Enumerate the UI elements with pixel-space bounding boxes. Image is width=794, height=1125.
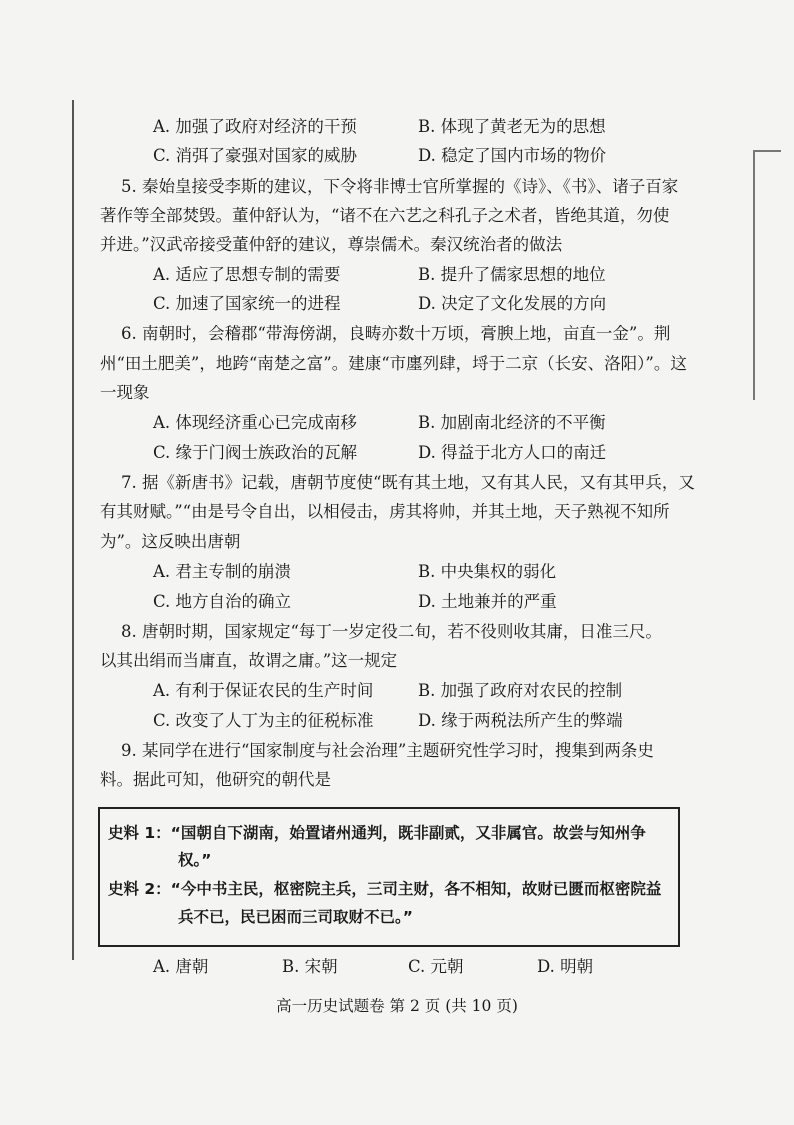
q5-stem-line-3: 并进。”汉武帝接受董仲舒的建议，尊崇儒术。秦汉统治者的做法: [100, 235, 563, 254]
q6-stem-line-3: 一现象: [100, 383, 150, 402]
q6-option-d: D. 得益于北方人口的南迁: [418, 443, 607, 462]
q9-stem-line-2: 料。据此可知，他研究的朝代是: [100, 770, 331, 789]
q7-option-d: D. 土地兼并的严重: [418, 592, 557, 611]
q5-option-c: C. 加速了国家统一的进程: [153, 294, 341, 313]
q4-option-b: B. 体现了黄老无为的思想: [418, 117, 606, 136]
q7-option-c: C. 地方自治的确立: [153, 592, 292, 611]
q5-option-d: D. 决定了文化发展的方向: [418, 294, 607, 313]
source-1-line-1: 史料 1：“国朝自下湖南，始置诸州通判，既非副贰，又非属官。故尝与知州争: [108, 824, 646, 842]
q4-option-d: D. 稳定了国内市场的物价: [418, 146, 607, 165]
q7-stem-line-1: 7. 据《新唐书》记载，唐朝节度使“既有其土地，又有其人民，又有其甲兵，又: [121, 473, 695, 492]
q4-option-a: A. 加强了政府对经济的干预: [153, 117, 357, 136]
q5-option-b: B. 提升了儒家思想的地位: [418, 265, 606, 284]
q4-option-c: C. 消弭了豪强对国家的威胁: [153, 146, 358, 165]
q7-stem-line-3: 为”。这反映出唐朝: [100, 532, 241, 551]
q9-stem-line-1: 9. 某同学在进行“国家制度与社会治理”主题研究性学习时，搜集到两条史: [121, 741, 654, 760]
source-2-line-2: 兵不已，民已困而三司取财不已。”: [178, 908, 413, 926]
q9-option-b: B. 宋朝: [282, 957, 338, 976]
scan-edge-right-tick: [753, 150, 781, 152]
q8-stem-line-1: 8. 唐朝时期，国家规定“每丁一岁定役二旬，若不役则收其庸，日准三尺。: [121, 622, 662, 641]
q8-stem-line-2: 以其出绢而当庸直，故谓之庸。”这一规定: [100, 651, 398, 670]
q7-option-a: A. 君主专制的崩溃: [153, 562, 291, 581]
q8-option-c: C. 改变了人丁为主的征税标准: [153, 711, 374, 730]
page-footer: 高一历史试题卷 第 2 页 (共 10 页): [276, 997, 518, 1015]
q6-stem-line-1: 6. 南朝时，会稽郡“带海傍湖，良畴亦数十万顷，膏腴上地，亩直一金”。荆: [121, 324, 671, 343]
source-2-line-1: 史料 2：“今中书主民，枢密院主兵，三司主财，各不相知，故财已匮而枢密院益: [108, 880, 662, 898]
q6-option-c: C. 缘于门阀士族政治的瓦解: [153, 443, 358, 462]
q7-stem-line-2: 有其财赋。”“由是号令自出，以相侵击，虏其将帅，并其土地，天子熟视不知所: [100, 502, 670, 521]
q5-stem-line-2: 著作等全部焚毁。董仲舒认为，“诸不在六艺之科孔子之术者，皆绝其道，勿使: [100, 206, 670, 225]
q9-option-d: D. 明朝: [537, 957, 594, 976]
q8-option-a: A. 有利于保证农民的生产时间: [153, 681, 374, 700]
q7-option-b: B. 中央集权的弱化: [418, 562, 557, 581]
q6-option-b: B. 加剧南北经济的不平衡: [418, 413, 606, 432]
scan-edge-right: [753, 150, 755, 400]
q6-stem-line-2: 州“田土肥美”，地跨“南楚之富”。建康“市廛列肆，埒于二京（长安、洛阳）”。这: [100, 354, 687, 373]
q8-option-b: B. 加强了政府对农民的控制: [418, 681, 623, 700]
q8-option-d: D. 缘于两税法所产生的弊端: [418, 711, 623, 730]
scan-edge-left: [72, 100, 74, 960]
q9-option-a: A. 唐朝: [153, 957, 209, 976]
source-1-line-2: 权。”: [178, 851, 212, 869]
q5-stem-line-1: 5. 秦始皇接受李斯的建议，下令将非博士官所掌握的《诗》、《书》、诸子百家: [121, 177, 679, 196]
q6-option-a: A. 体现经济重心已完成南移: [153, 413, 357, 432]
q9-option-c: C. 元朝: [408, 957, 464, 976]
q5-option-a: A. 适应了思想专制的需要: [153, 265, 341, 284]
